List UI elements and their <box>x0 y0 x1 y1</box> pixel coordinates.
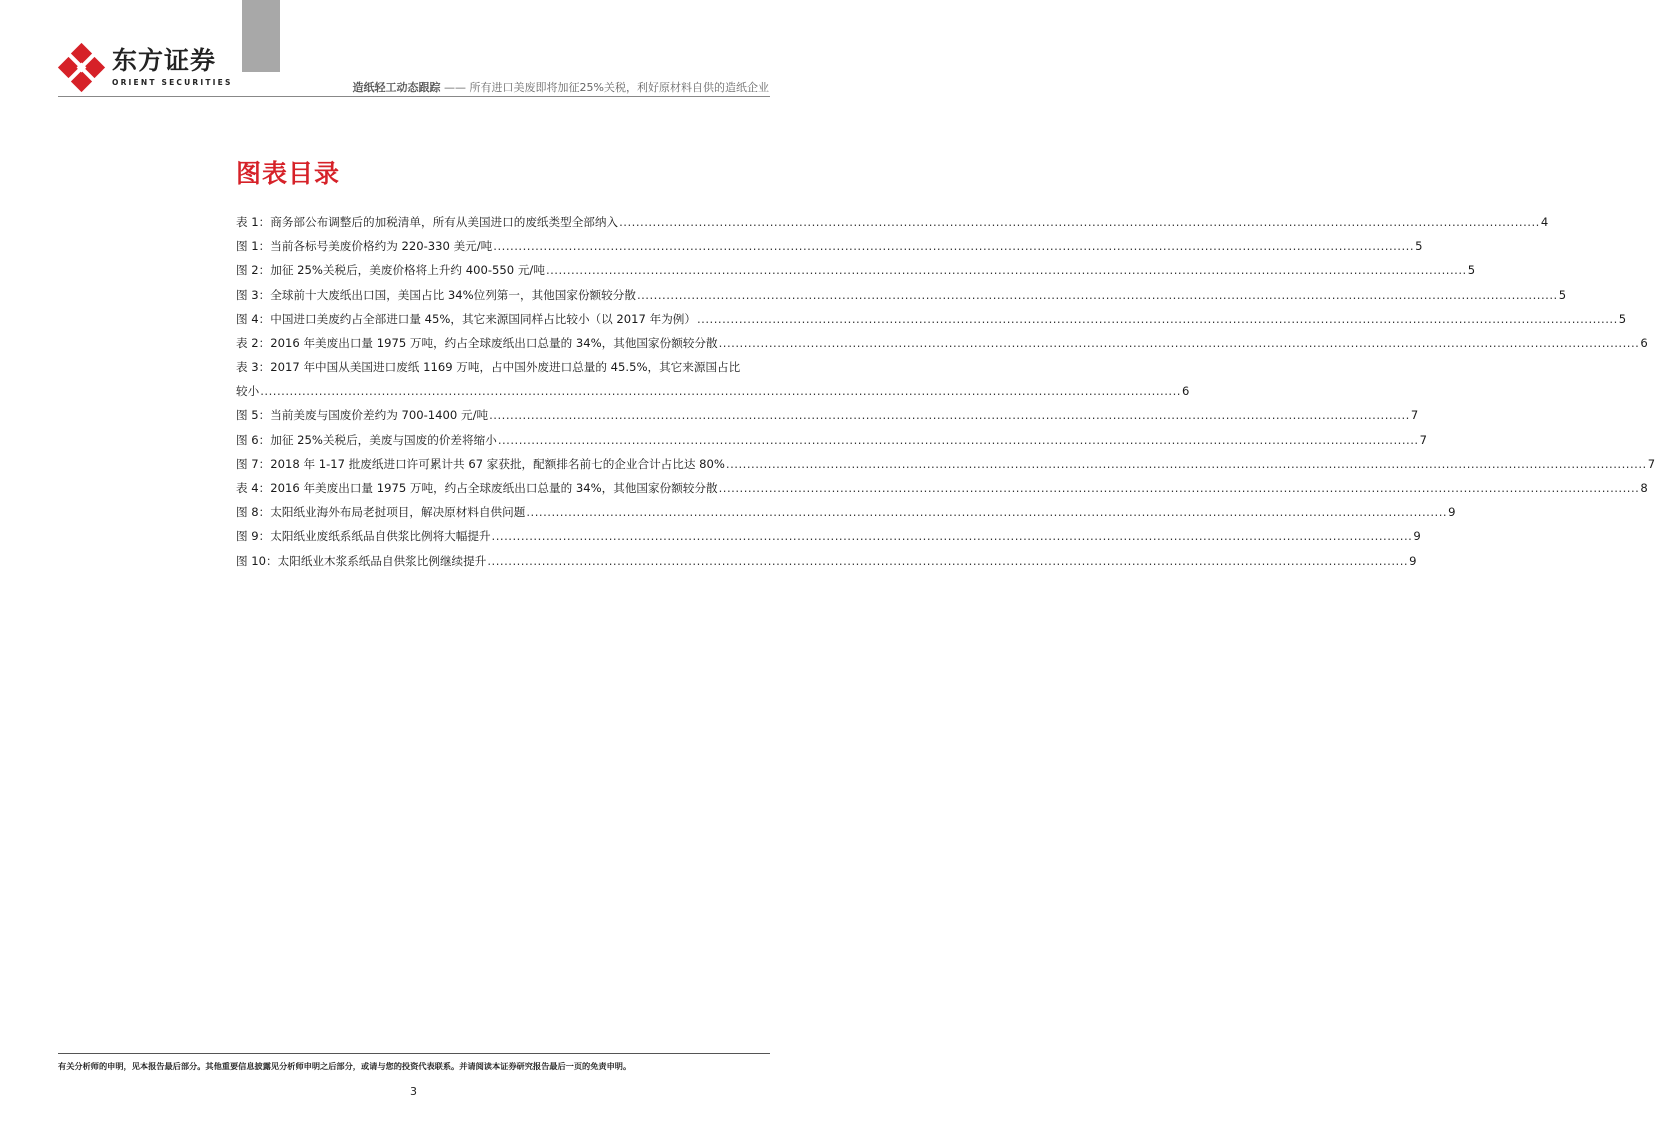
leader-dots: ............................................................................................................................................................................................................................ <box>718 335 1640 350</box>
table-of-figures <box>236 210 1655 573</box>
toc-entry[interactable] <box>236 234 1423 258</box>
toc-entry-text: 图 10：太阳纸业木浆系纸品自供浆比例继续提升 <box>236 553 487 568</box>
toc-entry-page: 4 <box>1540 214 1549 229</box>
toc-entry-text: 图 5：当前美废与国废价差约为 700-1400 元/吨 <box>236 408 489 423</box>
toc-entry-page: 5 <box>1415 239 1423 254</box>
toc-entry-text: 图 6：加征 25%关税后，美废与国废的价差将缩小 <box>236 432 497 447</box>
leader-dots: ............................................................................................................................................................................................................................ <box>636 287 1558 302</box>
toc-entry[interactable] <box>236 331 1648 355</box>
toc-entry[interactable] <box>236 283 1567 307</box>
toc-entry-text: 图 8：太阳纸业海外布局老挝项目，解决原材料自供问题 <box>236 505 526 520</box>
leader-dots: ............................................................................................................................................................................................................................ <box>489 408 1410 423</box>
toc-entry-page: 5 <box>1467 263 1476 278</box>
orient-logo-icon <box>58 44 106 92</box>
toc-entry-text: 图 1：当前各标号美废价格约为 220-330 美元/吨 <box>236 239 493 254</box>
report-title: 所有进口美废即将加征25%关税，利好原材料自供的造纸企业 <box>469 81 769 94</box>
toc-entry-page: 6 <box>1640 335 1648 350</box>
leader-dots: ............................................................................................................................................................................................................................ <box>619 214 1540 229</box>
header-divider <box>58 96 770 97</box>
toc-entry[interactable] <box>236 404 1419 428</box>
toc-entry[interactable] <box>236 452 1655 476</box>
toc-entry-text: 图 3：全球前十大废纸出口国，美国占比 34%位列第一，其他国家份额较分散 <box>236 287 636 302</box>
toc-entry-page: 9 <box>1409 553 1417 568</box>
leader-dots: ............................................................................................................................................................................................................................ <box>545 263 1467 278</box>
toc-entry-page: 7 <box>1419 432 1427 447</box>
toc-entry[interactable] <box>236 379 1190 403</box>
toc-entry[interactable] <box>236 307 1627 331</box>
leader-dots: ............................................................................................................................................................................................................................ <box>526 505 1448 520</box>
toc-entry-page: 6 <box>1181 384 1190 399</box>
footer-disclaimer: 有关分析师的申明，见本报告最后部分。其他重要信息披露见分析师申明之后部分，或请与您的投资代表联系。并请阅读本证券研究报告最后一页的免责申明。 <box>58 1061 632 1071</box>
toc-entry-page: 8 <box>1640 481 1648 496</box>
running-header <box>353 79 769 95</box>
report-category: 造纸轻工动态跟踪 <box>352 81 441 94</box>
toc-entry[interactable] <box>236 500 1456 524</box>
toc-entry-page: 5 <box>1558 287 1567 302</box>
toc-entry-text: 表 3：2017 年中国从美国进口废纸 1169 万吨，占中国外废进口总量的 45.5%，其它来源国占比 <box>236 360 741 375</box>
toc-entry-text: 表 2：2016 年美废出口量 1975 万吨，约占全球废纸出口总量的 34%，其他国家份额较分散 <box>236 335 718 350</box>
leader-dots: ............................................................................................................................................................................................................................ <box>491 529 1413 544</box>
leader-dots: ............................................................................................................................................................................................................................ <box>497 432 1419 447</box>
toc-entry-text: 图 7：2018 年 1-17 批废纸进口许可累计共 67 家获批，配额排名前七的企业合计占比达 80% <box>236 456 725 471</box>
toc-entry[interactable] <box>236 476 1648 500</box>
toc-entry[interactable] <box>236 258 1476 282</box>
toc-entry-page: 5 <box>1618 311 1627 326</box>
toc-entry-text: 图 2：加征 25%关税后，美废价格将上升约 400-550 元/吨 <box>236 263 545 278</box>
toc-entry-page: 9 <box>1413 529 1421 544</box>
leader-dots: ............................................................................................................................................................................................................................ <box>718 481 1640 496</box>
logo-chinese-name: 东方证券 <box>112 46 217 75</box>
section-title: 图表目录 <box>236 159 341 188</box>
toc-entry-page: 7 <box>1647 456 1655 471</box>
leader-dots: ............................................................................................................................................................................................................................ <box>487 553 1409 568</box>
page-number: 3 <box>410 1085 417 1098</box>
company-logo <box>58 44 258 96</box>
header-separator: —— <box>440 81 470 94</box>
logo-english-name: ORIENT SECURITIES <box>112 78 233 87</box>
toc-entry-page: 9 <box>1448 505 1456 520</box>
toc-entry[interactable] <box>236 210 1549 234</box>
toc-entry[interactable] <box>236 524 1421 548</box>
toc-entry-text: 图 9：太阳纸业废纸系纸品自供浆比例将大幅提升 <box>236 529 491 544</box>
toc-entry-text: 表 1：商务部公布调整后的加税清单，所有从美国进口的废纸类型全部纳入 <box>236 214 619 229</box>
toc-entry-page: 7 <box>1410 408 1419 423</box>
leader-dots: ............................................................................................................................................................................................................................ <box>260 384 1181 399</box>
toc-entry-text: 图 4：中国进口美废约占全部进口量 45%，其它来源国同样占比较小（以 2017 年为例） <box>236 311 696 326</box>
leader-dots: ............................................................................................................................................................................................................................ <box>493 239 1415 254</box>
leader-dots: ............................................................................................................................................................................................................................ <box>725 456 1647 471</box>
toc-entry-wrapped-line[interactable] <box>236 355 768 379</box>
toc-entry-text: 表 4：2016 年美废出口量 1975 万吨，约占全球废纸出口总量的 34%，其他国家份额较分散 <box>236 481 718 496</box>
toc-entry-text-continued: 较小 <box>236 384 260 399</box>
toc-entry[interactable] <box>236 549 1417 573</box>
toc-entry[interactable] <box>236 428 1427 452</box>
footer-divider <box>58 1053 770 1054</box>
leader-dots: ............................................................................................................................................................................................................................ <box>697 311 1618 326</box>
